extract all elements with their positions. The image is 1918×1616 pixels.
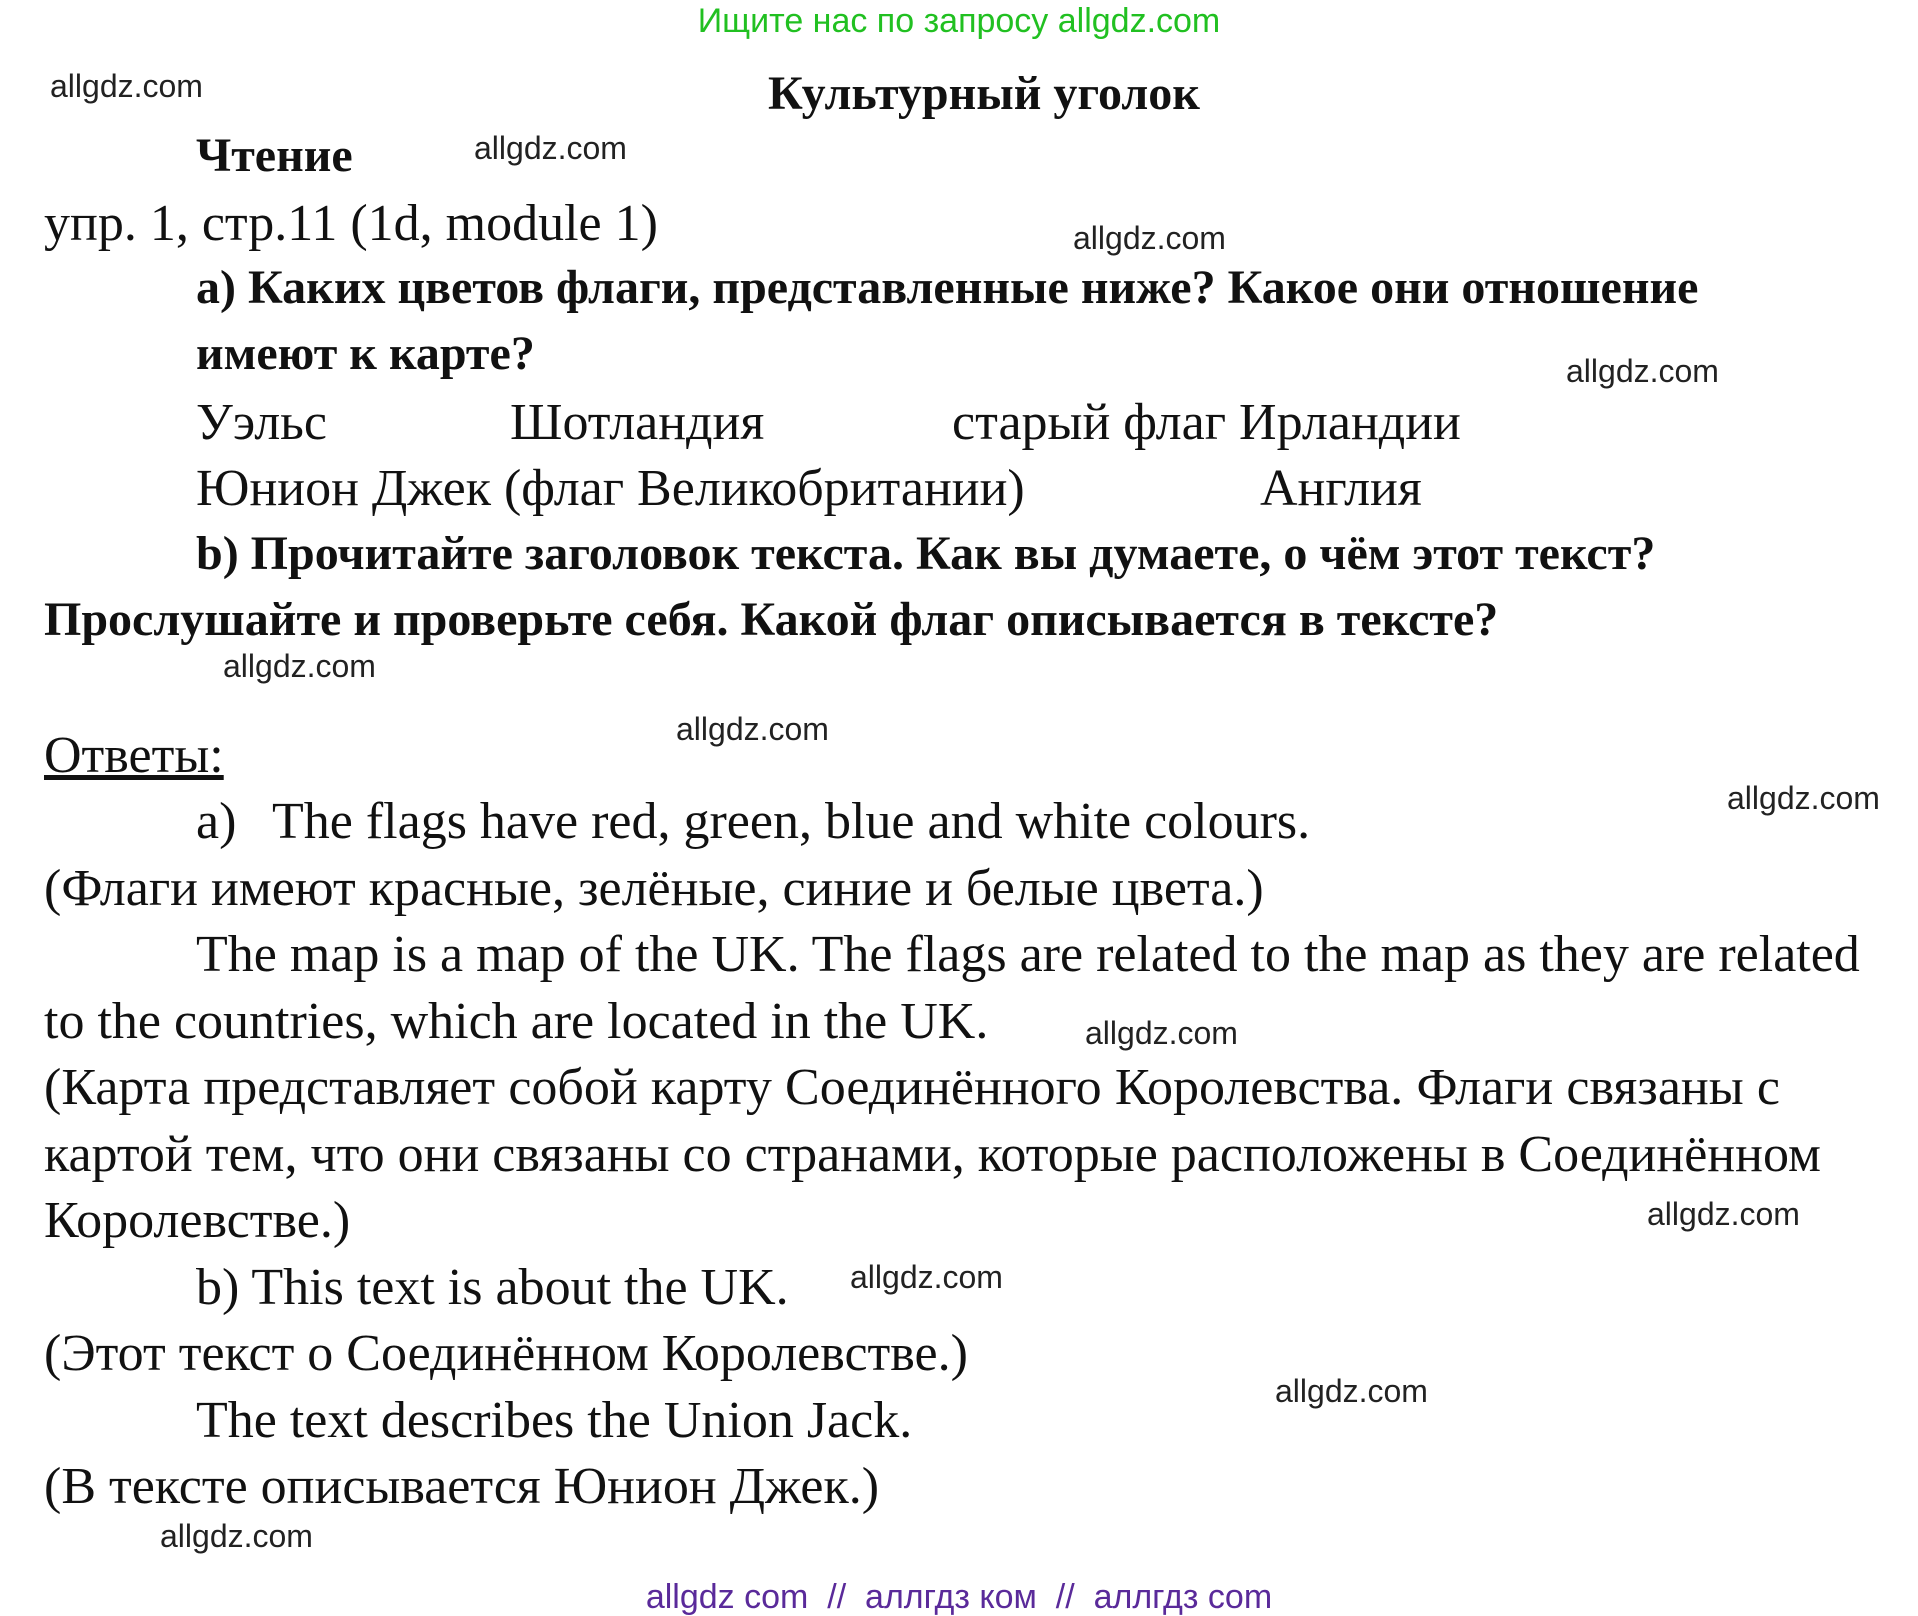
flag-england: Англия [1260, 460, 1422, 517]
watermark: allgdz.com [160, 1518, 313, 1554]
watermark: allgdz.com [50, 68, 203, 104]
flag-union-jack: Юнион Джек (флаг Великобритании) [196, 460, 1025, 517]
answer-a-russian-2-line-2: картой тем, что они связаны со странами, которые расположены в Соединённом [44, 1126, 1821, 1183]
task-a-line-1: a) Каких цветов флаги, представленные ниже? Какое они отношение [196, 261, 1699, 314]
answer-a-russian-2-line-1: (Карта представляет собой карту Соединённого Королевства. Флаги связаны с [44, 1059, 1780, 1116]
bottom-banner[interactable]: allgdz com // аллгдз ком // аллгдз com [645, 1578, 1273, 1616]
answer-a-english-2-line-1: The map is a map of the UK. The flags are related to the map as they are related [196, 926, 1860, 983]
watermark: allgdz.com [1085, 1015, 1238, 1051]
answer-b-russian-2: (В тексте описывается Юнион Джек.) [44, 1458, 880, 1515]
watermark: allgdz.com [1073, 220, 1226, 256]
section-heading: Чтение [196, 129, 353, 182]
answer-a-english-1: The flags have red, green, blue and white colours. [272, 793, 1311, 850]
task-a-line-2: имеют к карте? [196, 327, 535, 380]
answer-b-english-2: The text describes the Union Jack. [196, 1392, 913, 1449]
watermark: allgdz.com [1727, 780, 1880, 816]
watermark: allgdz.com [223, 648, 376, 684]
answer-a-russian-1: (Флаги имеют красные, зелёные, синие и белые цвета.) [44, 860, 1264, 917]
answer-b-english-1: b) This text is about the UK. [196, 1259, 789, 1316]
watermark: allgdz.com [850, 1259, 1003, 1295]
answer-a-english-2-line-2: to the countries, which are located in the UK. [44, 993, 989, 1050]
watermark: allgdz.com [1566, 353, 1719, 389]
exercise-reference: упр. 1, стр.11 (1d, module 1) [44, 195, 658, 252]
flag-scotland: Шотландия [510, 394, 765, 451]
answer-b-russian-1: (Этот текст о Соединённом Королевстве.) [44, 1325, 968, 1382]
watermark: allgdz.com [1647, 1196, 1800, 1232]
watermark: allgdz.com [676, 711, 829, 747]
top-banner[interactable]: Ищите нас по запросу allgdz.com [697, 2, 1221, 40]
answer-a-marker: a) [196, 793, 237, 850]
flag-old-ireland: старый флаг Ирландии [952, 394, 1461, 451]
watermark: allgdz.com [1275, 1373, 1428, 1409]
page-title: Культурный уголок [768, 67, 1200, 120]
task-b-line-1: b) Прочитайте заголовок текста. Как вы думаете, о чём этот текст? [196, 527, 1656, 580]
watermark: allgdz.com [474, 130, 627, 166]
task-b-line-2: Прослушайте и проверьте себя. Какой флаг описывается в тексте? [44, 593, 1499, 646]
flag-wales: Уэльс [196, 394, 327, 451]
answer-a-russian-2-line-3: Королевстве.) [44, 1192, 351, 1249]
answers-heading: Ответы: [44, 727, 224, 784]
